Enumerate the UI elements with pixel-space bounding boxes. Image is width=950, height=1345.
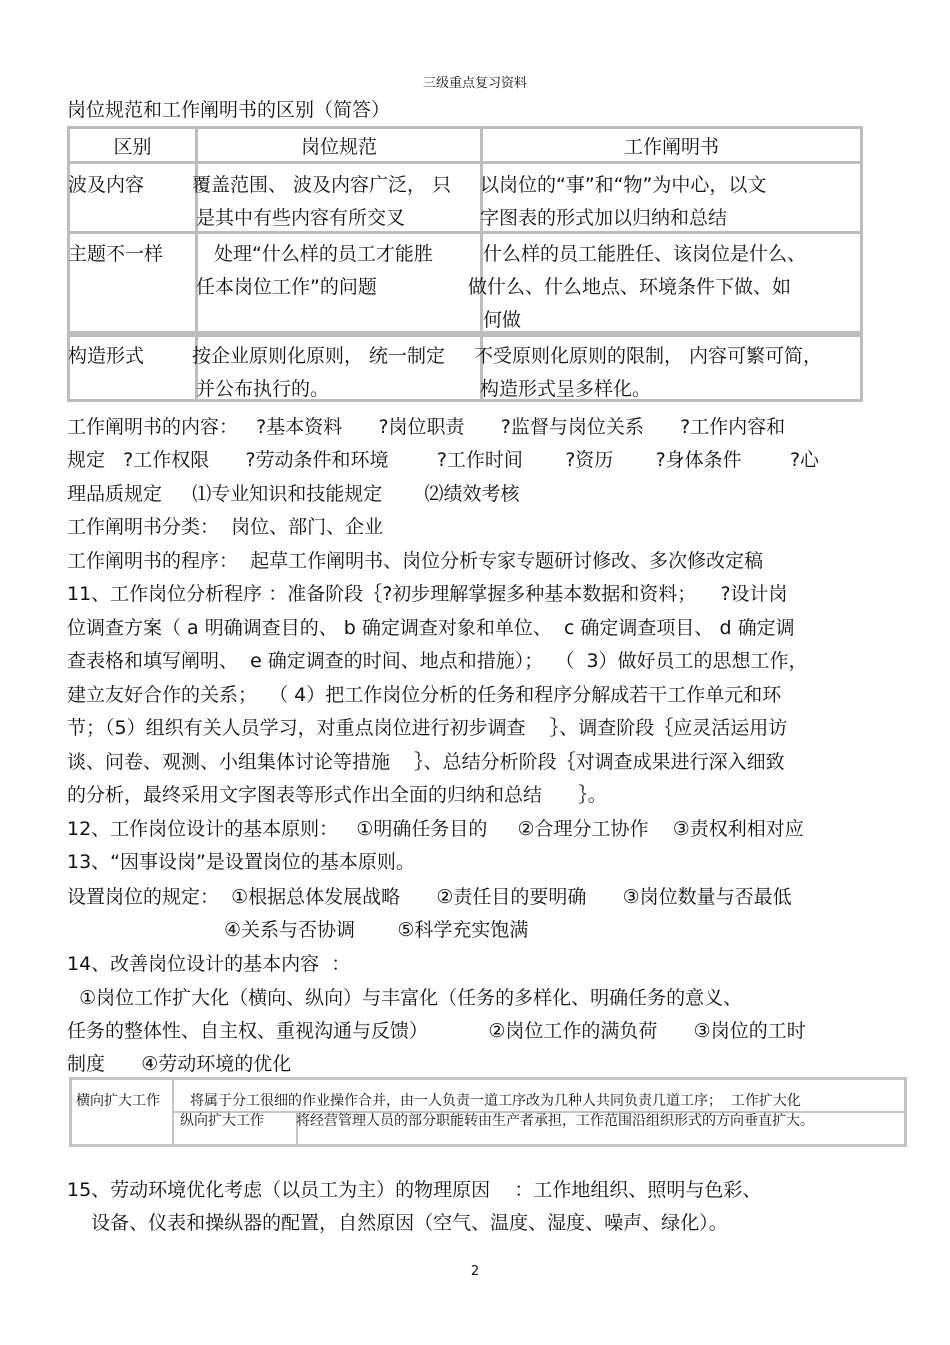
- text-line: 13、“因事设岗”是设置岗位的基本原则。: [67, 851, 415, 873]
- job-enlargement-table: [69, 1077, 907, 1147]
- cell-desc-scope-line2: 字图表的形式加以归纳和总结: [480, 207, 728, 229]
- row-label-theme: 主题不一样: [68, 243, 164, 265]
- comparison-table: [67, 126, 863, 402]
- cell-horizontal-text: 将属于分工很细的作业操作合并，由一人负责一道工序改为几种人共同负责几道工序； 工作扩大化: [190, 1093, 801, 1109]
- text-line: ①岗位工作扩大化（横向、纵向）与丰富化（任务的多样化、明确任务的意义、: [67, 987, 743, 1009]
- cell-desc-theme-line1: 什么样的员工能胜任、该岗位是什么、: [483, 243, 807, 265]
- cell-spec-theme-line2: 任本岗位工作”的问题: [196, 276, 377, 298]
- text-line: 工作阐明书的程序： 起草工作阐明书、岗位分析专家专题研讨修改、多次修改定稿: [67, 550, 764, 572]
- text-line: 查表格和填写阐明、 e 确定调查的时间、地点和措施）； （ 3）做好员工的思想工作，: [67, 650, 808, 672]
- text-line: 谈、问卷、观测、小组集体讨论等措施 ｝、总结分析阶段｛对调查成果进行深入细致: [67, 751, 785, 773]
- text-line: 建立友好合作的关系； （ 4）把工作岗位分析的任务和程序分解成若干工作单元和环: [67, 684, 782, 706]
- cell-desc-theme-line2: 做什么、什么地点、环境条件下做、如: [468, 276, 792, 298]
- page-number: 2: [470, 1264, 480, 1279]
- cell-desc-scope-line1: 以岗位的“事”和“物”为中心，以文: [480, 174, 767, 196]
- cell-spec-scope-line1: 覆盖范围、 波及内容广泛， 只: [192, 174, 452, 196]
- text-line: 15、劳动环境优化考虑（以员工为主）的物理原因 ：工作地组织、照明与色彩、: [67, 1179, 762, 1201]
- text-line: 工作阐明书分类： 岗位、部门、企业: [67, 516, 384, 538]
- section-title: 岗位规范和工作阐明书的区别（简答）: [67, 99, 391, 121]
- cell-spec-structure-line1: 按企业原则化原则， 统一制定: [192, 345, 446, 367]
- text-line: 理品质规定 ⑴专业知识和技能规定 ⑵绩效考核: [67, 483, 520, 505]
- page-header: 三级重点复习资料: [422, 76, 527, 91]
- cell-desc-theme-line3: 何做: [483, 309, 522, 331]
- text-line: 规定 ?工作权限 ?劳动条件和环境 ?工作时间 ?资历 ?身体条件 ?心: [67, 449, 820, 471]
- text-line: 11、工作岗位分析程序 ：准备阶段｛?初步理解掌握多种基本数据和资料； ?设计岗: [67, 583, 788, 605]
- row-label-vertical: 纵向扩大工作: [180, 1113, 264, 1129]
- cell-spec-structure-line2: 并公布执行的。: [196, 378, 330, 400]
- cell-vertical-text: 将经营管理人员的部分职能转由生产者承担，工作范围沿组织形式的方向垂直扩大。: [296, 1113, 814, 1129]
- text-line: 工作阐明书的内容： ?基本资料 ?岗位职责 ?监督与岗位关系 ?工作内容和: [67, 416, 786, 438]
- row-label-horizontal: 横向扩大工作: [76, 1093, 160, 1109]
- text-line: 设置岗位的规定： ①根据总体发展战略 ②责任目的要明确 ③岗位数量与否最低: [67, 886, 792, 908]
- text-line: 任务的整体性、自主权、重视沟通与反馈） ②岗位工作的满负荷 ③岗位的工时: [67, 1020, 806, 1042]
- text-line: 设备、仪表和操纵器的配置，自然原因（空气、温度、湿度、噪声、绿化）。: [67, 1212, 728, 1234]
- table-header-job-spec: 岗位规范: [300, 136, 377, 158]
- text-line: 位调查方案（ a 明确调查目的、 b 确定调查对象和单位、 c 确定调查项目、 d 确定调: [67, 617, 795, 639]
- table-header-job-description: 工作阐明书: [623, 136, 719, 158]
- text-line: 制度 ④劳动环境的优化: [67, 1053, 292, 1075]
- text-line: ④关系与否协调 ⑤科学充实饱满: [67, 919, 529, 941]
- cell-desc-structure-line2: 构造形式呈多样化。: [480, 378, 652, 400]
- cell-spec-scope-line2: 是其中有些内容有所交叉: [196, 207, 406, 229]
- table-header-difference: 区别: [113, 136, 152, 158]
- cell-spec-theme-line1: 处理“什么样的员工才能胜: [214, 243, 433, 265]
- row-label-structure: 构造形式: [68, 345, 145, 367]
- text-line: 14、改善岗位设计的基本内容 ：: [67, 953, 351, 975]
- cell-desc-structure-line1: 不受原则化原则的限制， 内容可繁可简，: [474, 345, 823, 367]
- text-line: 12、工作岗位设计的基本原则： ①明确任务目的 ②合理分工协作 ③责权利相对应: [67, 818, 804, 840]
- text-line: 的分析，最终采用文字图表等形式作出全面的归纳和总结 ｝。: [67, 784, 607, 806]
- text-line: 节；（5）组织有关人员学习，对重点岗位进行初步调查 ｝、调查阶段｛应灵活运用访: [67, 717, 788, 739]
- row-label-scope: 波及内容: [68, 174, 145, 196]
